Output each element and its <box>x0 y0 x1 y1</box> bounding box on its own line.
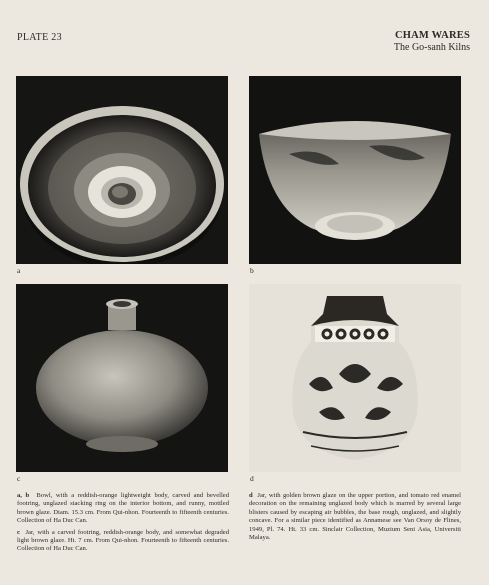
caption-text-c: Jar, with a carved footring, reddish-orange body, and somewhat degraded light brown glaze. Ht. 7 cm. From Qui-nhon. Fourteenth to fifteenth centuries. Collection of Ha Duc Can. <box>17 528 229 553</box>
series-subtitle: The Go-sanh Kilns <box>393 42 470 53</box>
caption-text-ab: Bowl, with a reddish-orange lightweight body, carved and bevelled footring, unglazed stacking ring on the interior bottom, and runny, mottled brown glaze. Diam. 15.3 cm. From Qui-nhon. Fourteenth to fifteenth centuries. Collection of Ha Duc Can. <box>17 492 230 525</box>
figure-label-b: b <box>250 266 254 275</box>
captions-left-column <box>17 492 229 557</box>
caption-ref-d: d <box>249 492 253 499</box>
figure-label-d: d <box>250 474 254 483</box>
series-title: CHAM WARES <box>394 30 470 41</box>
page-header-right <box>394 30 470 53</box>
photo-small-jar <box>16 284 228 472</box>
figure-label-c: c <box>17 474 21 483</box>
caption-c <box>17 529 229 554</box>
photo-decorated-jar <box>249 284 461 472</box>
caption-ab <box>17 492 229 526</box>
figure-label-a: a <box>17 266 21 275</box>
photo-bowl-interior <box>16 76 228 264</box>
caption-d <box>249 492 461 542</box>
captions-right-column <box>249 492 461 545</box>
caption-ref-c: c <box>17 528 20 536</box>
caption-ref-ab: a, b <box>17 492 30 499</box>
plate-label: PLATE 23 <box>17 32 62 43</box>
caption-text-d: Jar, with golden brown glaze on the upper portion, and tomato red enamel decoration on the remaining unglazed body which is marred by several large blisters caused by escaping air bubbles, the base rough, unglazed, and slightly concave. For a similar piece identified as Annamese see Van Orsoy de Flines, 1949, Pl. 74. Ht. 33 cm. Sinclair Collection, Muzium Seni Asia, Universiti Malaya. <box>249 492 462 542</box>
photo-bowl-exterior <box>249 76 461 264</box>
